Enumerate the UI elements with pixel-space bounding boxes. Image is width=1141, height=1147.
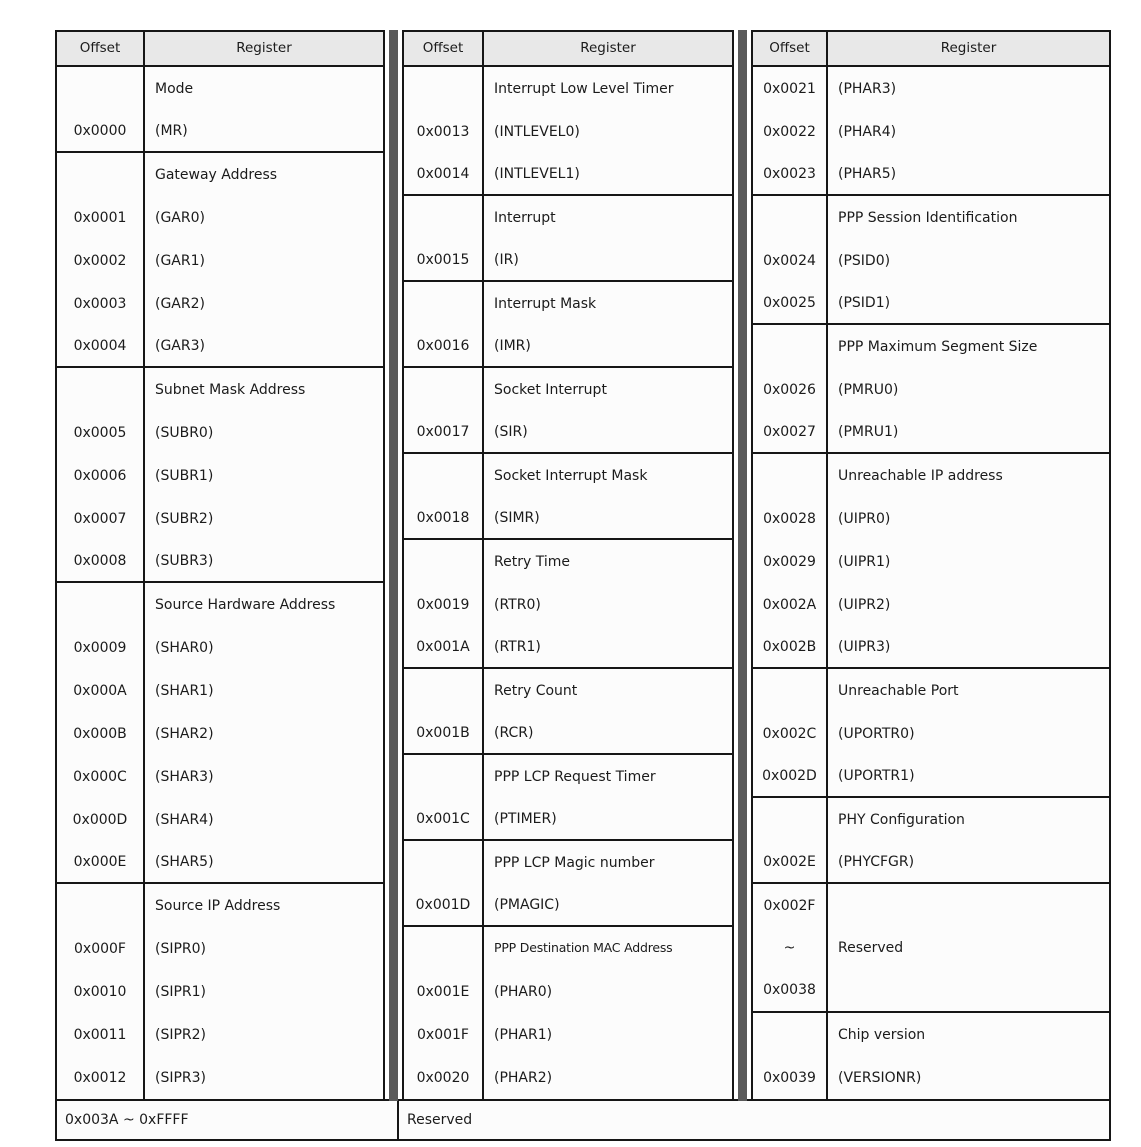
footer-offset-range: 0x003A ~ 0xFFFF (57, 1101, 399, 1139)
register-column-header: Register (940, 39, 997, 56)
register-row (753, 368, 1109, 411)
table-header (57, 32, 383, 67)
register-name: (SUBR1) (155, 467, 214, 484)
offset-value: 0x0010 (57, 970, 145, 1013)
offset-cell-empty (753, 454, 828, 497)
register-cell: Reserved (838, 939, 904, 956)
group-title: Mode (155, 80, 194, 97)
table-gutter (734, 30, 751, 1101)
register-row (753, 67, 1109, 110)
offset-value: 0x0028 (753, 497, 828, 540)
register-row (404, 1013, 732, 1056)
group-title-row (57, 153, 383, 196)
offset-value: 0x0029 (753, 540, 828, 583)
register-name: (PSID0) (838, 252, 891, 269)
offset-value: 0x0015 (404, 239, 484, 280)
register-row (753, 712, 1109, 755)
offset-cell-empty (404, 755, 484, 798)
offset-value: 0x0023 (753, 153, 828, 194)
offset-value: 0x0013 (404, 110, 484, 153)
register-name: (PHAR4) (838, 123, 897, 140)
offset-value: 0x0016 (404, 325, 484, 366)
offset-value: 0x000F (57, 927, 145, 970)
register-table-2 (402, 30, 734, 1101)
offset-value: 0x0027 (753, 411, 828, 452)
table-body (57, 67, 383, 1099)
reserved-span-row (753, 884, 1109, 1011)
offset-cell-empty (404, 454, 484, 497)
register-name: (PHYCFGR) (838, 853, 915, 870)
register-row (57, 798, 383, 841)
group-title-row (404, 841, 732, 884)
register-name: (SUBR2) (155, 510, 214, 527)
register-name: (INTLEVEL1) (494, 165, 580, 182)
register-row (57, 755, 383, 798)
register-name: (SHAR4) (155, 811, 214, 828)
offset-cell-empty (404, 841, 484, 884)
offset-value: 0x0007 (57, 497, 145, 540)
register-name: (SIPR1) (155, 983, 207, 1000)
register-row (57, 325, 383, 366)
offset-cell-empty (404, 669, 484, 712)
register-table-1 (55, 30, 385, 1101)
offset-value: 0x0005 (57, 411, 145, 454)
offset-cell-empty (57, 368, 145, 411)
offset-value: 0x001F (404, 1013, 484, 1056)
offset-value: 0x001E (404, 970, 484, 1013)
register-row (57, 841, 383, 882)
register-row (404, 411, 732, 452)
vertical-divider-bar (389, 30, 398, 1101)
register-name: (SUBR0) (155, 424, 214, 441)
register-group (57, 583, 383, 884)
offset-value: 0x0004 (57, 325, 145, 366)
register-name: (RTR1) (494, 638, 541, 655)
offset-value: 0x0025 (753, 282, 828, 323)
register-tables (55, 30, 1111, 1101)
offset-cell-empty (404, 196, 484, 239)
offset-cell-empty (404, 927, 484, 970)
group-title-row (404, 755, 732, 798)
register-group (404, 454, 732, 540)
group-title: PPP LCP Magic number (494, 854, 655, 871)
group-title: Interrupt (494, 209, 556, 226)
offset-column-header: Offset (404, 32, 484, 65)
offset-value: ~ (783, 939, 796, 956)
register-group (753, 67, 1109, 196)
register-row (753, 282, 1109, 323)
register-name: (GAR1) (155, 252, 205, 269)
offset-cell-empty (753, 196, 828, 239)
register-group (404, 368, 732, 454)
group-title: Chip version (838, 1026, 926, 1043)
group-title-row (404, 196, 732, 239)
common-register-map (55, 30, 1111, 1141)
offset-value: 0x0012 (57, 1056, 145, 1099)
offset-value: 0x0009 (57, 626, 145, 669)
register-name: (SIMR) (494, 509, 540, 526)
register-row (404, 325, 732, 366)
offset-value: 0x002E (753, 841, 828, 882)
offset-value: 0x0039 (753, 1056, 828, 1099)
register-row (753, 626, 1109, 667)
register-row (57, 927, 383, 970)
register-name: (GAR0) (155, 209, 205, 226)
register-name: (PHAR0) (494, 983, 553, 1000)
register-table-3 (751, 30, 1111, 1101)
register-group (404, 196, 732, 282)
register-row (57, 110, 383, 151)
offset-value: 0x0020 (404, 1056, 484, 1099)
register-name: (PMRU1) (838, 423, 899, 440)
offset-value: 0x002A (753, 583, 828, 626)
register-name: (VERSIONR) (838, 1069, 922, 1086)
offset-value: 0x002F (763, 897, 816, 914)
offset-value: 0x0018 (404, 497, 484, 538)
group-title-row (753, 454, 1109, 497)
register-name: (UIPR0) (838, 510, 891, 527)
offset-value: 0x0006 (57, 454, 145, 497)
group-title-row (404, 67, 732, 110)
group-title: Gateway Address (155, 166, 278, 183)
register-group (404, 669, 732, 755)
register-row (57, 196, 383, 239)
group-title: Interrupt Low Level Timer (494, 80, 674, 97)
register-group (404, 67, 732, 196)
register-row (404, 970, 732, 1013)
table-header (404, 32, 732, 67)
register-name: (PMRU0) (838, 381, 899, 398)
register-row (753, 153, 1109, 194)
register-group (753, 1013, 1109, 1099)
register-row (753, 411, 1109, 452)
register-row (404, 626, 732, 667)
register-name: (GAR2) (155, 295, 205, 312)
group-title: Socket Interrupt (494, 381, 607, 398)
register-name: (SHAR2) (155, 725, 214, 742)
register-row (404, 153, 732, 194)
register-row (404, 239, 732, 280)
register-name: (RCR) (494, 724, 534, 741)
group-title: Subnet Mask Address (155, 381, 306, 398)
offset-cell-empty (57, 884, 145, 927)
offset-value: 0x0002 (57, 239, 145, 282)
offset-value: 0x001C (404, 798, 484, 839)
register-group (57, 67, 383, 153)
offset-value: 0x0008 (57, 540, 145, 581)
register-name: (SIPR3) (155, 1069, 207, 1086)
group-title: PPP Session Identification (838, 209, 1018, 226)
group-title: PHY Configuration (838, 811, 965, 828)
register-group (57, 884, 383, 1099)
offset-value: 0x002B (753, 626, 828, 667)
register-name: (SUBR3) (155, 552, 214, 569)
group-title: Socket Interrupt Mask (494, 467, 648, 484)
offset-value: 0x000B (57, 712, 145, 755)
offset-value: 0x0026 (753, 368, 828, 411)
register-name: (PHAR3) (838, 80, 897, 97)
offset-value: 0x0022 (753, 110, 828, 153)
register-name: (INTLEVEL0) (494, 123, 580, 140)
register-group (753, 798, 1109, 884)
register-group (404, 841, 732, 927)
group-title: Retry Count (494, 682, 578, 699)
register-name: (PHAR2) (494, 1069, 553, 1086)
group-title-row (404, 927, 732, 970)
offset-cell-empty (57, 153, 145, 196)
offset-value: 0x0038 (763, 981, 816, 998)
register-row (57, 1056, 383, 1099)
offset-cell-empty (404, 282, 484, 325)
register-group (753, 454, 1109, 669)
register-name: (SIR) (494, 423, 528, 440)
table-body (404, 67, 732, 1099)
group-title: Source IP Address (155, 897, 281, 914)
offset-column-header: Offset (753, 32, 828, 65)
register-name: (MR) (155, 122, 188, 139)
register-name: (RTR0) (494, 596, 541, 613)
offset-range-cell (753, 884, 828, 1011)
offset-value: 0x001B (404, 712, 484, 753)
register-column-header: Register (236, 39, 292, 56)
register-row (57, 669, 383, 712)
table-gutter (385, 30, 402, 1101)
register-name: (PMAGIC) (494, 896, 560, 913)
register-group (404, 282, 732, 368)
group-title-row (753, 325, 1109, 368)
group-title: Unreachable IP address (838, 467, 1003, 484)
group-title: PPP LCP Request Timer (494, 768, 656, 785)
register-row (57, 540, 383, 581)
vertical-divider-bar (738, 30, 747, 1101)
offset-value: 0x0000 (57, 110, 145, 151)
group-title-row (404, 368, 732, 411)
register-row (57, 970, 383, 1013)
register-row (753, 497, 1109, 540)
register-name: (IMR) (494, 337, 531, 354)
offset-value: 0x0019 (404, 583, 484, 626)
offset-value: 0x000E (57, 841, 145, 882)
group-title-row (753, 798, 1109, 841)
register-name: (UIPR2) (838, 596, 891, 613)
register-row (404, 884, 732, 925)
offset-value: 0x000A (57, 669, 145, 712)
group-title: PPP Maximum Segment Size (838, 338, 1038, 355)
offset-value: 0x0011 (57, 1013, 145, 1056)
register-name: (UPORTR0) (838, 725, 915, 742)
register-group (404, 540, 732, 669)
table-header (753, 32, 1109, 67)
register-row (753, 1056, 1109, 1099)
register-row (57, 282, 383, 325)
offset-cell-empty (404, 368, 484, 411)
register-row (753, 841, 1109, 882)
register-name: (SIPR2) (155, 1026, 207, 1043)
group-title: Interrupt Mask (494, 295, 597, 312)
offset-value: 0x001D (404, 884, 484, 925)
register-name: (SIPR0) (155, 940, 207, 957)
offset-value: 0x001A (404, 626, 484, 667)
register-row (57, 626, 383, 669)
register-name: (UIPR1) (838, 553, 891, 570)
register-group (753, 669, 1109, 798)
offset-cell-empty (753, 669, 828, 712)
offset-cell-empty (57, 583, 145, 626)
offset-cell-empty (753, 798, 828, 841)
group-title-row (57, 67, 383, 110)
register-name: (SHAR3) (155, 768, 214, 785)
group-title-row (57, 583, 383, 626)
offset-cell-empty (753, 325, 828, 368)
register-name: (PHAR5) (838, 165, 897, 182)
register-group (753, 325, 1109, 454)
register-row (753, 110, 1109, 153)
offset-value: 0x0014 (404, 153, 484, 194)
register-row (57, 411, 383, 454)
register-row (404, 497, 732, 538)
group-title-row (753, 669, 1109, 712)
offset-value: 0x000C (57, 755, 145, 798)
register-group (57, 368, 383, 583)
offset-value: 0x0003 (57, 282, 145, 325)
offset-cell-empty (57, 67, 145, 110)
register-column-header: Register (580, 39, 636, 56)
offset-value: 0x0021 (753, 67, 828, 110)
register-row (57, 497, 383, 540)
footer-reserved-label: Reserved (407, 1112, 473, 1128)
register-group (404, 927, 732, 1099)
register-row (753, 540, 1109, 583)
register-name: (SHAR0) (155, 639, 214, 656)
register-name: (SHAR5) (155, 853, 214, 870)
offset-value: 0x000D (57, 798, 145, 841)
register-row (404, 110, 732, 153)
reserved-range-row (55, 1099, 1111, 1141)
register-row (57, 1013, 383, 1056)
group-title-row (753, 1013, 1109, 1056)
group-title: Source Hardware Address (155, 596, 336, 613)
offset-value: 0x0001 (57, 196, 145, 239)
register-name: (IR) (494, 251, 519, 268)
register-group (57, 153, 383, 368)
offset-column-header: Offset (57, 32, 145, 65)
register-group (753, 196, 1109, 325)
register-row (404, 1056, 732, 1099)
register-name: (SHAR1) (155, 682, 214, 699)
register-name: (PHAR1) (494, 1026, 553, 1043)
table-body (753, 67, 1109, 1099)
register-row (404, 798, 732, 839)
register-name: (UIPR3) (838, 638, 891, 655)
register-group (753, 884, 1109, 1013)
register-name: (PSID1) (838, 294, 891, 311)
register-row (57, 712, 383, 755)
offset-value: 0x0017 (404, 411, 484, 452)
register-row (753, 755, 1109, 796)
offset-cell-empty (404, 67, 484, 110)
group-title-row (57, 884, 383, 927)
register-row (404, 583, 732, 626)
group-title: PPP Destination MAC Address (494, 940, 673, 956)
group-title: Retry Time (494, 553, 570, 570)
register-row (753, 583, 1109, 626)
group-title-row (404, 669, 732, 712)
register-name: (GAR3) (155, 337, 205, 354)
offset-cell-empty (753, 1013, 828, 1056)
register-row (57, 239, 383, 282)
group-title-row (404, 540, 732, 583)
register-group (404, 755, 732, 841)
register-row (57, 454, 383, 497)
register-row (404, 712, 732, 753)
offset-value: 0x002C (753, 712, 828, 755)
register-row (753, 239, 1109, 282)
group-title-row (57, 368, 383, 411)
register-name: (PTIMER) (494, 810, 557, 827)
offset-value: 0x002D (753, 755, 828, 796)
register-name: (UPORTR1) (838, 767, 915, 784)
group-title-row (404, 454, 732, 497)
offset-value: 0x0024 (753, 239, 828, 282)
group-title-row (404, 282, 732, 325)
offset-cell-empty (404, 540, 484, 583)
group-title: Unreachable Port (838, 682, 959, 699)
group-title-row (753, 196, 1109, 239)
